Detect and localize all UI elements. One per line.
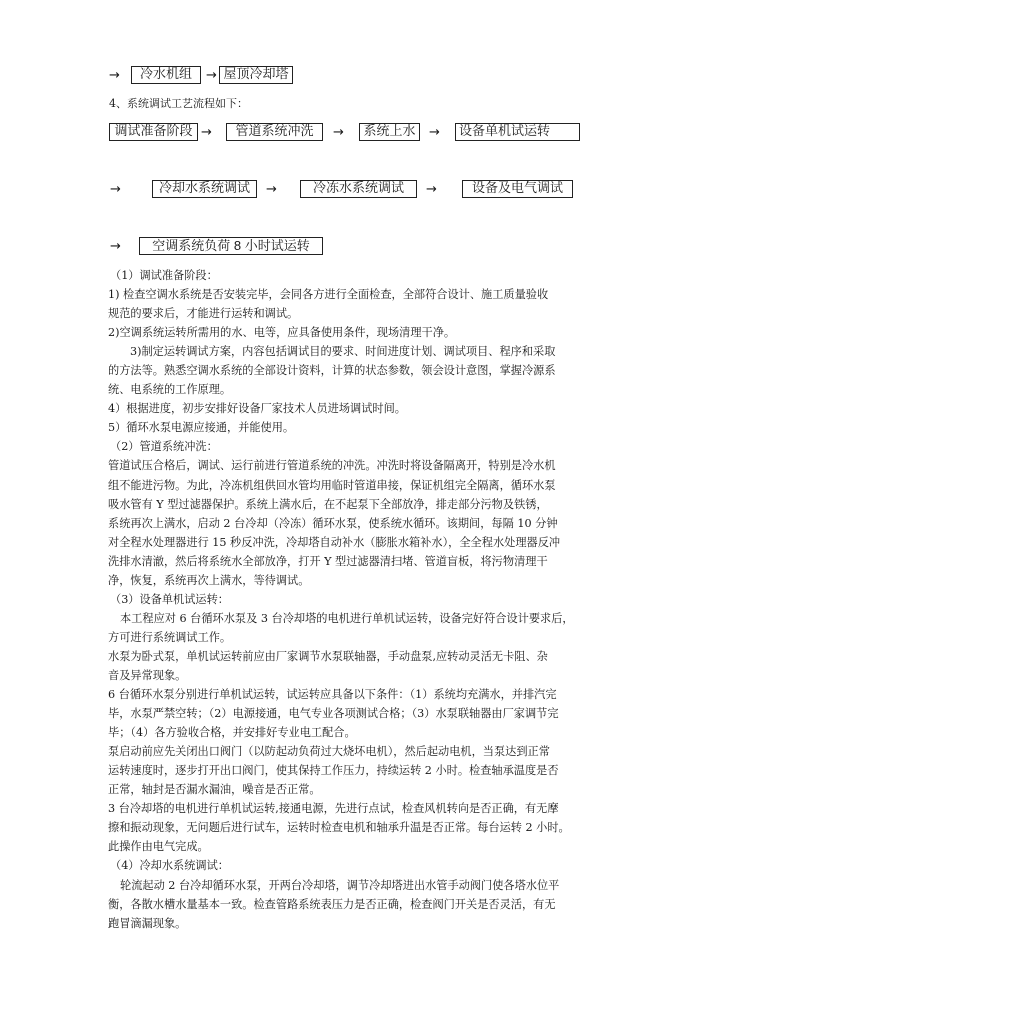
flow-arrow: → bbox=[201, 125, 212, 140]
text-line: 此操作由电气完成。 bbox=[108, 840, 209, 854]
text-line: 管道试压合格后，调试、运行前进行管道系统的冲洗。冲洗时将设备隔离开，特别是冷水机 bbox=[108, 459, 556, 473]
text-line: 4）根据进度，初步安排好设备厂家技术人员进场调试时间。 bbox=[108, 402, 406, 416]
text-line: 正常，轴封是否漏水漏油，噪音是否正常。 bbox=[108, 783, 321, 797]
text-line: 规范的要求后，才能进行运转和调试。 bbox=[108, 307, 299, 321]
flow-arrow: → bbox=[266, 182, 277, 197]
text-line: 1) 检查空调水系统是否安装完毕，会同各方进行全面检查，全部符合设计、施工质量验收 bbox=[108, 288, 549, 302]
flow-box-chiller: 冷水机组 bbox=[131, 66, 201, 84]
text-line: 方可进行系统调试工作。 bbox=[108, 630, 232, 644]
text-line: 本工程应对 6 台循环水泵及 3 台冷却塔的电机进行单机试运转，设备完好符合设计要求后， bbox=[120, 611, 574, 625]
text-line: 对全程水处理器进行 15 秒反冲洗，冷却塔自动补水（膨胀水箱补水），全全程水处理器反冲 bbox=[108, 535, 561, 549]
text-line: 擦和振动现象，无问题后进行试车，运转时检查电机和轴承升温是否正常。每台运转 2 小时。 bbox=[108, 821, 570, 835]
text-line: 系统再次上满水，启动 2 台冷却（冷冻）循环水泵，使系统水循环。该期间，每隔 10 分钟 bbox=[108, 516, 558, 530]
flow-arrow: → bbox=[206, 68, 217, 83]
flow-box-cooling-water: 冷却水系统调试 bbox=[152, 180, 257, 198]
flow-box-electrical: 设备及电气调试 bbox=[462, 180, 573, 198]
flow-box-chilled-water: 冷冻水系统调试 bbox=[300, 180, 417, 198]
subheading-prep: （1）调试准备阶段： bbox=[110, 269, 218, 282]
flow-row-3 bbox=[0, 237, 1024, 261]
flow-arrow: → bbox=[109, 68, 120, 83]
text-line: 2)空调系统运转所需用的水、电等，应具备使用条件，现场清理干净。 bbox=[108, 326, 456, 340]
text-line: 净，恢复，系统再次上满水，等待调试。 bbox=[108, 573, 310, 587]
text-line: 5）循环水泵电源应接通，并能使用。 bbox=[108, 421, 295, 435]
body-text bbox=[108, 266, 620, 933]
text-line: 3 台冷却塔的电机进行单机试运转,接通电源，先进行点试，检查风机转向是否正确，有无摩 bbox=[108, 802, 559, 816]
subheading-cooling-water: （4）冷却水系统调试： bbox=[110, 859, 229, 873]
text-line: 泵启动前应先关闭出口阀门（以防起动负荷过大烧坏电机），然后起动电机，当泵达到正常 bbox=[108, 745, 550, 759]
flow-box-cooling-tower: 屋顶冷却塔 bbox=[219, 66, 293, 84]
section-heading-4: 4、系统调试工艺流程如下： bbox=[109, 97, 248, 110]
flow-box-single-test: 设备单机试运转 bbox=[455, 123, 580, 141]
text-line: 跑冒滴漏现象。 bbox=[108, 916, 187, 930]
flow-top bbox=[0, 66, 1024, 90]
flow-arrow: → bbox=[110, 239, 121, 254]
flow-arrow: → bbox=[426, 182, 437, 197]
text-line: 组不能进污物。为此，冷冻机组供回水管均用临时管道串接，保证机组完全隔离，循环水泵 bbox=[108, 478, 556, 492]
flow-row-2 bbox=[0, 180, 1024, 204]
flow-arrow: → bbox=[429, 125, 440, 140]
text-line: 水泵为卧式泵，单机试运转前应由厂家调节水泵联轴器，手动盘泵,应转动灵活无卡阻、杂 bbox=[108, 649, 548, 663]
text-line: 毕；（4）各方验收合格，并安排好专业电工配合。 bbox=[108, 726, 356, 740]
text-line: 音及异常现象。 bbox=[108, 668, 187, 682]
flow-box-prep: 调试准备阶段 bbox=[109, 123, 198, 141]
flow-box-8h-load-test: 空调系统负荷 8 小时试运转 bbox=[139, 237, 323, 255]
subheading-flush: （2）管道系统冲洗： bbox=[110, 440, 218, 454]
flow-box-fill-water: 系统上水 bbox=[359, 123, 420, 141]
text-line: 轮流起动 2 台冷却循环水泵，开两台冷却塔，调节冷却塔进出水管手动阀门使各塔水位平 bbox=[120, 878, 560, 892]
text-line: 3)制定运转调试方案，内容包括调试目的要求、时间进度计划、调试项目、程序和采取 bbox=[130, 345, 556, 359]
text-line: 运转速度时，逐步打开出口阀门，使其保持工作压力，持续运转 2 小时。检查轴承温度是否 bbox=[108, 764, 559, 778]
flow-box-flush: 管道系统冲洗 bbox=[226, 123, 323, 141]
text-line: 衡，各散水槽水量基本一致。检查管路系统表压力是否正确，检查阀门开关是否灵活，有无 bbox=[108, 897, 556, 911]
text-line: 6 台循环水泵分别进行单机试运转，试运转应具备以下条件：（1）系统均充满水，并排汽完 bbox=[108, 688, 557, 702]
flow-arrow: → bbox=[333, 125, 344, 140]
text-line: 洗排水清澈，然后将系统水全部放净，打开 Y 型过滤器清扫堵、管道盲板，将污物清理干 bbox=[108, 554, 548, 568]
text-line: 统、电系统的工作原理。 bbox=[108, 383, 232, 397]
subheading-single-test: （3）设备单机试运转： bbox=[110, 592, 229, 606]
text-line: 毕，水泵严禁空转；（2）电源接通，电气专业各项测试合格；（3）水泵联轴器由厂家调节完 bbox=[108, 707, 559, 721]
text-line: 的方法等。熟悉空调水系统的全部设计资料，计算的状态参数，领会设计意图，掌握冷源系 bbox=[108, 364, 556, 378]
flow-row-1 bbox=[0, 123, 1024, 147]
text-line: 吸水管有 Y 型过滤器保护。系统上满水后，在不起泵下全部放净，排走部分污物及铁锈， bbox=[108, 497, 548, 511]
flow-arrow: → bbox=[110, 182, 121, 197]
